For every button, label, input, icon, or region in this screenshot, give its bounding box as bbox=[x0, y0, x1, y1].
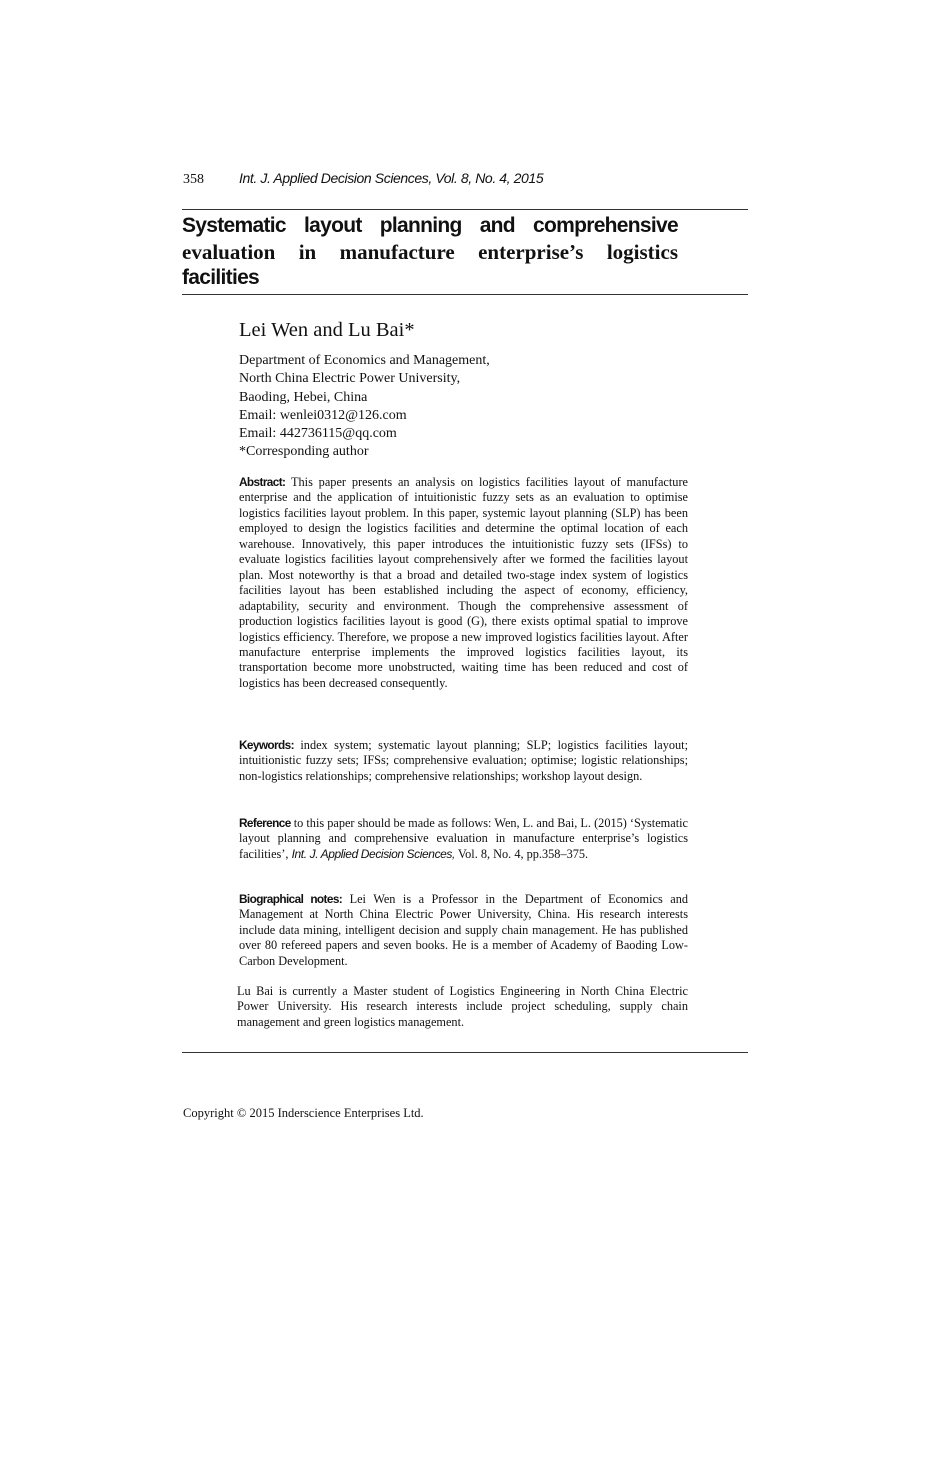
abstract-text: This paper presents an analysis on logistics facilities layout of manufacture enterprise and the application of intuitionistic fuzzy sets as an evaluation to optimise logistics facilities layout problem. In this paper, systemic layout planning (SLP) has been employed to design the logistics facilities and determine the optimal location of each warehouse. Innovatively, this paper introduces the intuitionistic fuzzy sets (IFSs) to evaluate logistics facilities layout comprehensively after we formed the facilities layout plan. Most noteworthy is that a broad and detailed two-stage index system of logistics facilities layout has been established including the aspect of economy, efficiency, adaptability, security and environment. Though the comprehensive assessment of production logistics facilities layout is good (G), there exists optimal spatial to improve logistics efficiency. Therefore, we propose a new improved logistics facilities layout. After manufacture enterprise implements the improved logistics facilities layout, its transportation become more unobstructed, waiting time has been reduced and cost of logistics has been decreased consequently. bbox=[239, 475, 688, 690]
title-word: facilities bbox=[182, 266, 260, 289]
running-head bbox=[183, 168, 783, 190]
top-divider bbox=[182, 209, 748, 210]
article-title bbox=[182, 213, 678, 291]
bio-bai bbox=[237, 984, 688, 1030]
reference bbox=[239, 816, 688, 862]
reference-journal: Int. J. Applied Decision Sciences, bbox=[291, 846, 455, 861]
authors: Lei Wen and Lu Bai* bbox=[239, 319, 415, 341]
reference-label: Reference bbox=[239, 816, 291, 830]
title-line-2 bbox=[182, 239, 678, 265]
title-line-1 bbox=[182, 213, 678, 239]
university: North China Electric Power University, bbox=[239, 371, 461, 387]
bio-text-bai: Lu Bai is currently a Master student of Logistics Engineering in North China Electric Power University. His research interests include project scheduling, supply chain management and green logistics management. bbox=[237, 984, 688, 1029]
page-number: 358 bbox=[183, 172, 204, 187]
affiliation bbox=[239, 352, 699, 462]
title-word: Systematic bbox=[182, 214, 286, 237]
title-bottom-divider bbox=[182, 294, 748, 295]
abstract bbox=[239, 475, 688, 691]
title-word: in bbox=[298, 240, 317, 264]
title-word: planning bbox=[379, 214, 462, 237]
title-word: enterprise’s bbox=[478, 240, 584, 264]
reference-text-end: Vol. 8, No. 4, pp.358–375. bbox=[457, 846, 589, 861]
bio-label: Biographical notes: bbox=[239, 892, 343, 906]
corresponding-author-note: *Corresponding author bbox=[239, 444, 369, 460]
keywords-label: Keywords: bbox=[239, 738, 294, 752]
title-line-3 bbox=[182, 265, 678, 291]
title-word: evaluation bbox=[182, 240, 276, 264]
title-word: manufacture bbox=[339, 240, 455, 264]
title-word: layout bbox=[303, 214, 362, 237]
department: Department of Economics and Management, bbox=[239, 353, 490, 368]
biographical-notes bbox=[239, 892, 688, 969]
keywords-text: index system; systematic layout planning; SLP; logistics facilities layout; intuitionistic fuzzy sets; IFSs; comprehensive evaluation; optimise; logistic relationships; non-logistics relationships; comprehensive relationships; workshop layout design. bbox=[239, 738, 689, 783]
email-1: Email: wenlei0312@126.com bbox=[239, 407, 407, 423]
journal-name: Int. J. Applied Decision Sciences, Vol. 8, No. 4, 2015 bbox=[239, 170, 544, 186]
title-word: logistics bbox=[606, 240, 678, 264]
bottom-divider bbox=[182, 1052, 748, 1053]
abstract-label: Abstract: bbox=[239, 475, 286, 489]
keywords bbox=[239, 738, 688, 784]
title-word: and bbox=[479, 214, 515, 237]
location: Baoding, Hebei, China bbox=[239, 389, 368, 405]
bio-text-wen: Lei Wen is a Professor in the Department of Economics and Management at North China Electric Power University, China. His research interests include data mining, intelligent decision and supply chain management. He has published over 80 refereed papers and seven books. He is a member of Academy of Baoding Low-Carbon Development. bbox=[239, 892, 688, 968]
title-word: comprehensive bbox=[533, 214, 678, 237]
copyright: Copyright © 2015 Inderscience Enterprises Ltd. bbox=[183, 1106, 424, 1120]
email-2: Email: 442736115@qq.com bbox=[239, 426, 397, 442]
reference-text: to this paper should be made as follows: Wen, L. and Bai, L. (2015) ‘Systematic layout planning and comprehensive evaluation in manufacture enterprise’s logistics facilities’, bbox=[239, 816, 688, 861]
